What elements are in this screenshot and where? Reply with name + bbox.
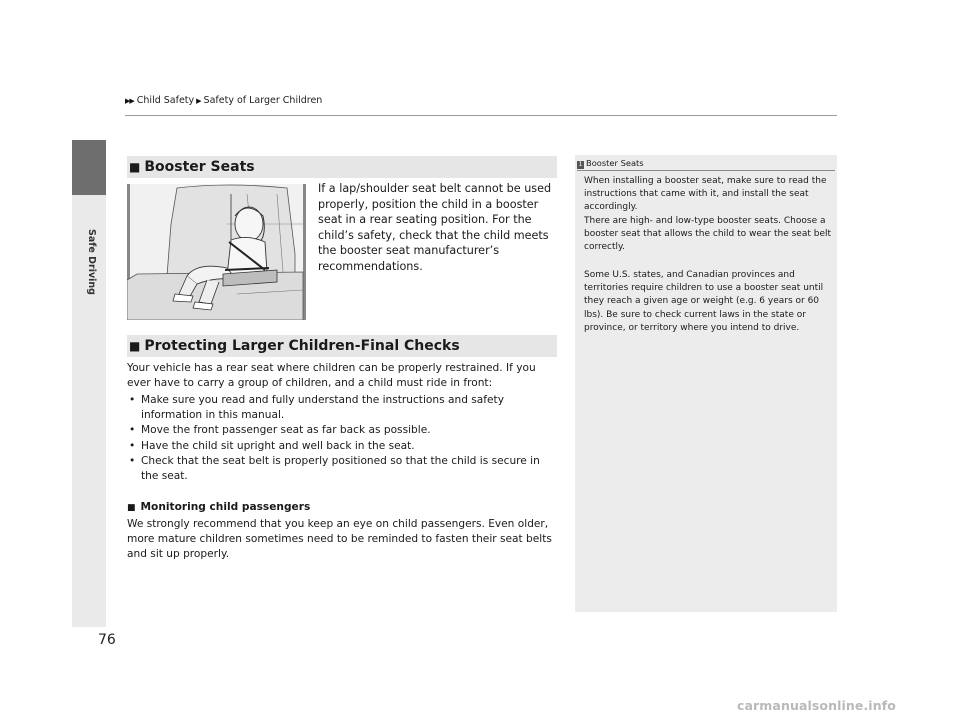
list-item: • Check that the seat belt is properly positioned so that the child is secure in the seat.: [127, 454, 559, 484]
header-divider: [125, 115, 837, 116]
side-note-divider: [577, 170, 835, 171]
list-item: • Make sure you read and fully understand the instructions and safety information in this manual.: [127, 393, 559, 423]
final-checks-heading: [127, 335, 557, 357]
list-item: • Move the front passenger seat as far back as possible.: [127, 423, 559, 438]
side-note-paragraph: There are high- and low-type booster seats. Choose a booster seat that allows the child to wear the seat belt correctly.: [584, 216, 832, 253]
breadcrumb-arrow-icon: ▶: [196, 97, 202, 105]
final-checks-title: Protecting Larger Children-Final Checks: [144, 338, 460, 354]
heading-square-icon: ■: [127, 503, 136, 513]
side-note-paragraph: Some U.S. states, and Canadian provinces and territories require children to use a booster seat until they reach a given age or weight (e.g. 6 years or 60 lbs). Be sure to check current laws in the state or province, or territory where you intend to drive.: [584, 270, 824, 333]
reference-number-badge[interactable]: 1: [578, 161, 583, 168]
final-checks-intro: Your vehicle has a rear seat where children can be properly restrained. If you ever have to carry a group of children, and a child must ride in front:: [127, 362, 536, 390]
final-checks-list: [127, 393, 559, 484]
breadcrumb-item-child-safety[interactable]: Child Safety: [136, 95, 195, 106]
booster-seats-intro: If a lap/shoulder seat belt cannot be used properly, position the child in a booster seat in a rear seating position. For the child’s safety, check that the child meets the booster seat manufacturer’s recommendations.: [318, 182, 552, 273]
monitoring-text: We strongly recommend that you keep an eye on child passengers. Even older, more mature children sometimes need to be reminded to fasten their seat belts and sit up properly.: [127, 518, 552, 561]
list-item: • Have the child sit upright and well back in the seat.: [127, 439, 559, 454]
heading-square-icon: ■: [129, 339, 141, 353]
booster-seats-title: Booster Seats: [144, 159, 255, 175]
section-tab-label: Safe Driving: [86, 229, 97, 295]
monitoring-title: Monitoring child passengers: [140, 501, 311, 513]
page-number: 76: [98, 632, 116, 648]
section-tab-marker: [72, 140, 106, 195]
side-note-title: [577, 158, 644, 169]
breadcrumb: [125, 95, 322, 106]
booster-seats-heading: [127, 156, 557, 178]
booster-seat-illustration: [127, 184, 306, 320]
side-note-title-text: Booster Seats: [586, 158, 644, 168]
breadcrumb-arrow-icon: ▶▶: [125, 97, 134, 105]
side-note-paragraph: When installing a booster seat, make sure to read the instructions that came with it, and install the seat accordingly.: [584, 176, 827, 213]
watermark: carmanualsonline.info: [737, 698, 896, 713]
monitoring-heading: [127, 501, 310, 513]
heading-square-icon: ■: [129, 160, 141, 174]
breadcrumb-item-current: Safety of Larger Children: [203, 95, 323, 106]
